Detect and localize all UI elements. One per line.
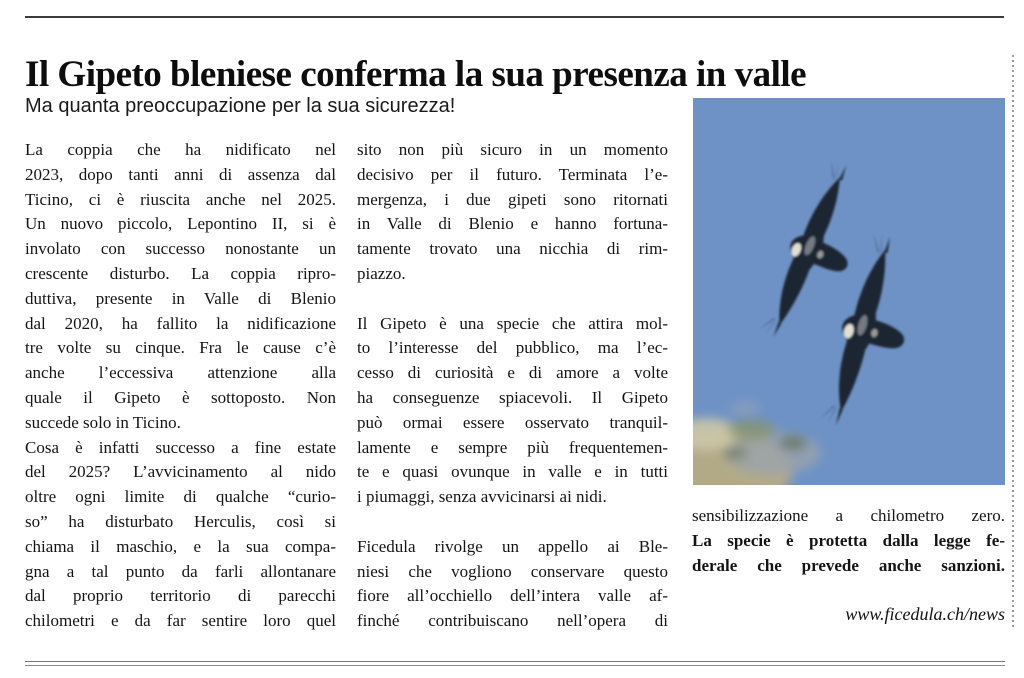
text-line: anche l’eccessiva attenzione alla	[25, 363, 336, 383]
text-line: fiore all’occhiello dell’intera valle af-	[357, 586, 668, 606]
gipeti-photo	[693, 98, 1005, 485]
text-line: te e quasi ovunque in valle e in tutti	[357, 462, 668, 482]
text-line: to l’interesse del pubblico, ma l’ec-	[357, 338, 668, 358]
text-line: gna a tal punto da farli allontanare	[25, 561, 336, 581]
text-line: ha conseguenze spiacevoli. Il Gipeto	[357, 387, 668, 407]
paragraph-gap	[357, 287, 668, 312]
article-credit: www.ficedula.ch/news	[845, 604, 1005, 624]
text-line: i piumaggi, senza avvicinarsi ai nidi.	[357, 487, 607, 507]
paragraph-gap	[357, 510, 668, 535]
text-line: niesi che vogliono conservare questo	[357, 561, 668, 581]
text-line: tamente trovato una nicchia di rim-	[357, 239, 668, 259]
text-line: sito non più sicuro in un momento	[357, 140, 668, 159]
text-line: Ticino, ci è riuscita anche nel 2025.	[25, 189, 336, 209]
text-line: quale il Gipeto è sottoposto. Non	[25, 387, 336, 407]
text-line: dal 2020, ha fallito la nidificazione	[25, 313, 336, 333]
text-line: La specie è protetta dalla legge fe-	[692, 530, 1005, 550]
text-line: può ormai essere osservato tranquil-	[357, 412, 668, 432]
text-line: crescente disturbo. La coppia ripro-	[25, 263, 336, 283]
perforation-dotted-line	[1012, 55, 1014, 627]
text-line: La coppia che ha nidificato nel	[25, 140, 336, 159]
text-line: dal proprio territorio di parecchi	[25, 586, 336, 606]
text-line: oltre ogni limite di qualche “curio-	[25, 487, 336, 507]
text-line: duttiva, presente in Valle di Blenio	[25, 288, 336, 308]
text-line: del 2025? L’avvicinamento al nido	[25, 462, 336, 482]
text-line: succede solo in Ticino.	[25, 412, 181, 432]
text-line: sensibilizzazione a chilometro zero.	[692, 506, 1005, 525]
text-line: lamente e sempre più frequentemen-	[357, 437, 668, 457]
text-column-2	[357, 138, 668, 634]
text-line: Cosa è infatti successo a fine estate	[25, 437, 336, 457]
text-line: decisivo per il futuro. Terminata l’e-	[357, 164, 668, 184]
text-line: tre volte su cinque. Fra le cause c’è	[25, 338, 336, 358]
article-subtitle: Ma quanta preoccupazione per la sua sicurezza!	[25, 95, 456, 117]
text-line: chilometri e da far sentire loro quel	[25, 611, 336, 631]
text-line: 2023, dopo tanti anni di assenza dal	[25, 164, 336, 184]
text-line: involato con successo nonostante un	[25, 239, 336, 259]
text-line: piazzo.	[357, 263, 406, 283]
top-rule	[25, 16, 1004, 18]
text-line: Ficedula rivolge un appello ai Ble-	[357, 536, 668, 556]
text-line: finché contribuiscano nell’opera di	[357, 611, 668, 631]
text-line: so” ha disturbato Herculis, così si	[25, 511, 336, 531]
text-line: Il Gipeto è una specie che attira mol-	[357, 313, 668, 333]
text-line: cesso di curiosità e di amore a volte	[357, 363, 668, 383]
photo-caption	[692, 504, 1005, 578]
text-line: in Valle di Blenio e hanno fortuna-	[357, 214, 668, 234]
bottom-double-rule	[25, 661, 1005, 666]
text-line: mergenza, i due gipeti sono ritornati	[357, 189, 668, 209]
text-line: chiama il maschio, e la sua compa-	[25, 536, 336, 556]
text-column-1	[25, 138, 336, 634]
text-line: derale che prevede anche sanzioni.	[692, 555, 1005, 575]
article-title: Il Gipeto bleniese conferma la sua presenza in valle	[25, 53, 807, 95]
text-line: Un nuovo piccolo, Lepontino II, si è	[25, 214, 336, 234]
